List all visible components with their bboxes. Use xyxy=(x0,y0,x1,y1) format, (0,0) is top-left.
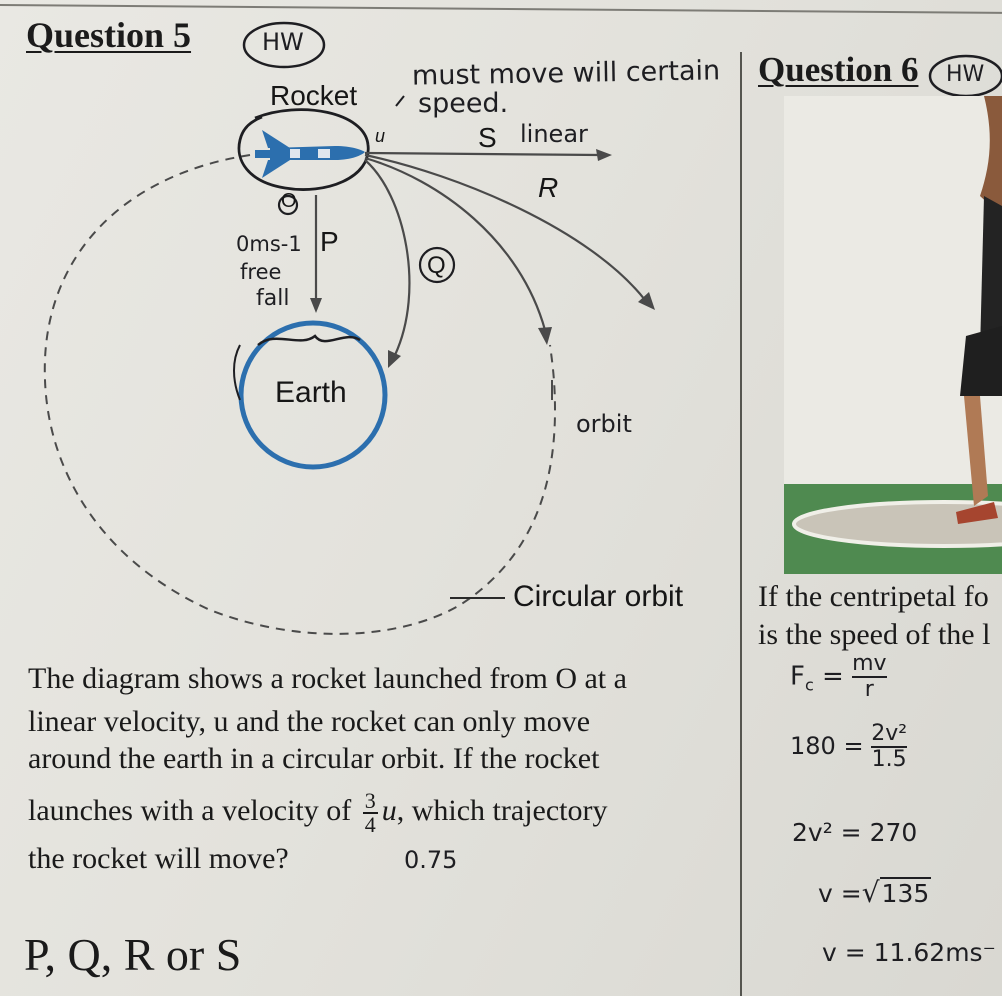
work-eq-1: = xyxy=(822,661,844,692)
q6-text-line-1: If the centripetal fo xyxy=(758,580,989,613)
rocket-icon xyxy=(255,130,365,178)
o-label: O xyxy=(281,190,297,212)
trajectory-p-arrow xyxy=(310,298,322,313)
q5-text-line-4 xyxy=(28,790,740,836)
trajectory-orbit xyxy=(365,158,545,330)
oms-note: 0ms-1 xyxy=(236,232,302,256)
trajectory-q xyxy=(365,160,409,355)
work-f: F xyxy=(790,661,805,692)
q5-text-line-5: the rocket will move? xyxy=(28,842,289,875)
work-line-5: v = 11.62ms⁻ xyxy=(822,938,996,967)
q5-text-line-3: around the earth in a circular orbit. If the rocket xyxy=(28,742,600,775)
q6-text-line-2: is the speed of the l xyxy=(758,618,991,651)
hammer-thrower-photo xyxy=(784,96,1002,574)
fall-note: fall xyxy=(256,286,290,311)
work-f-sub: c xyxy=(804,675,814,695)
radical-sign: √ xyxy=(861,876,880,909)
orbit-note: orbit xyxy=(576,410,632,438)
fraction-denominator: 4 xyxy=(364,812,376,837)
rocket-underline-mark xyxy=(396,96,404,106)
s-label: S xyxy=(478,122,497,153)
work-frac-2-num: 2v² xyxy=(871,721,908,746)
work-eq-2: = xyxy=(843,732,864,760)
q5-text-line-4a: launches with a velocity of xyxy=(28,793,352,827)
work-frac-1-num: mv xyxy=(852,651,887,676)
circular-orbit-label: Circular orbit xyxy=(513,580,684,613)
handwritten-must-move: must move will certain xyxy=(411,55,721,92)
u-label: u xyxy=(375,126,386,146)
hw-note: HW xyxy=(262,28,304,56)
trajectory-q-arrow xyxy=(388,350,401,368)
work-line-4 xyxy=(818,876,931,909)
trajectory-r xyxy=(365,155,645,300)
fraction-three-quarters xyxy=(363,790,378,836)
handwritten-0-75: 0.75 xyxy=(404,846,458,874)
work-180: 180 xyxy=(790,732,836,760)
work-radicand: 135 xyxy=(881,879,930,908)
work-line-2 xyxy=(790,722,907,772)
trajectory-s-arrow xyxy=(596,149,612,161)
work-frac-1-den: r xyxy=(864,677,874,702)
work-frac-2 xyxy=(871,722,907,772)
fraction-numerator: 3 xyxy=(364,788,376,813)
free-note: free xyxy=(240,260,282,284)
work-line-3: 2v² = 270 xyxy=(792,818,918,847)
athlete-shorts xyxy=(960,326,1002,396)
work-frac-2-den: 1.5 xyxy=(871,747,907,772)
question-5-diagram xyxy=(0,0,740,660)
question-6-title: Question 6 xyxy=(758,50,919,89)
q6-hw-note: HW xyxy=(946,62,985,87)
work-v-eq: v = xyxy=(818,879,862,908)
linear-note: linear xyxy=(520,120,588,148)
work-line-1 xyxy=(790,652,887,702)
rocket-label: Rocket xyxy=(270,80,358,111)
trajectory-orbit-arrow xyxy=(538,327,552,345)
q5-text-line-1: The diagram shows a rocket launched from O at a xyxy=(28,662,627,695)
answer-choices: P, Q, R or S xyxy=(24,929,242,980)
velocity-variable: u xyxy=(381,793,397,827)
q5-text-line-4c: , which trajectory xyxy=(396,793,608,827)
q-label: Q xyxy=(427,252,446,279)
earth-label: Earth xyxy=(275,376,347,409)
handwritten-speed: speed. xyxy=(418,88,509,119)
work-frac-1 xyxy=(852,652,886,702)
column-divider xyxy=(740,52,742,996)
p-label: P xyxy=(320,226,339,257)
q5-text-line-2: linear velocity, u and the rocket can only move xyxy=(28,705,591,738)
question-5-title: Question 5 xyxy=(26,15,192,55)
r-label: R xyxy=(538,172,559,203)
